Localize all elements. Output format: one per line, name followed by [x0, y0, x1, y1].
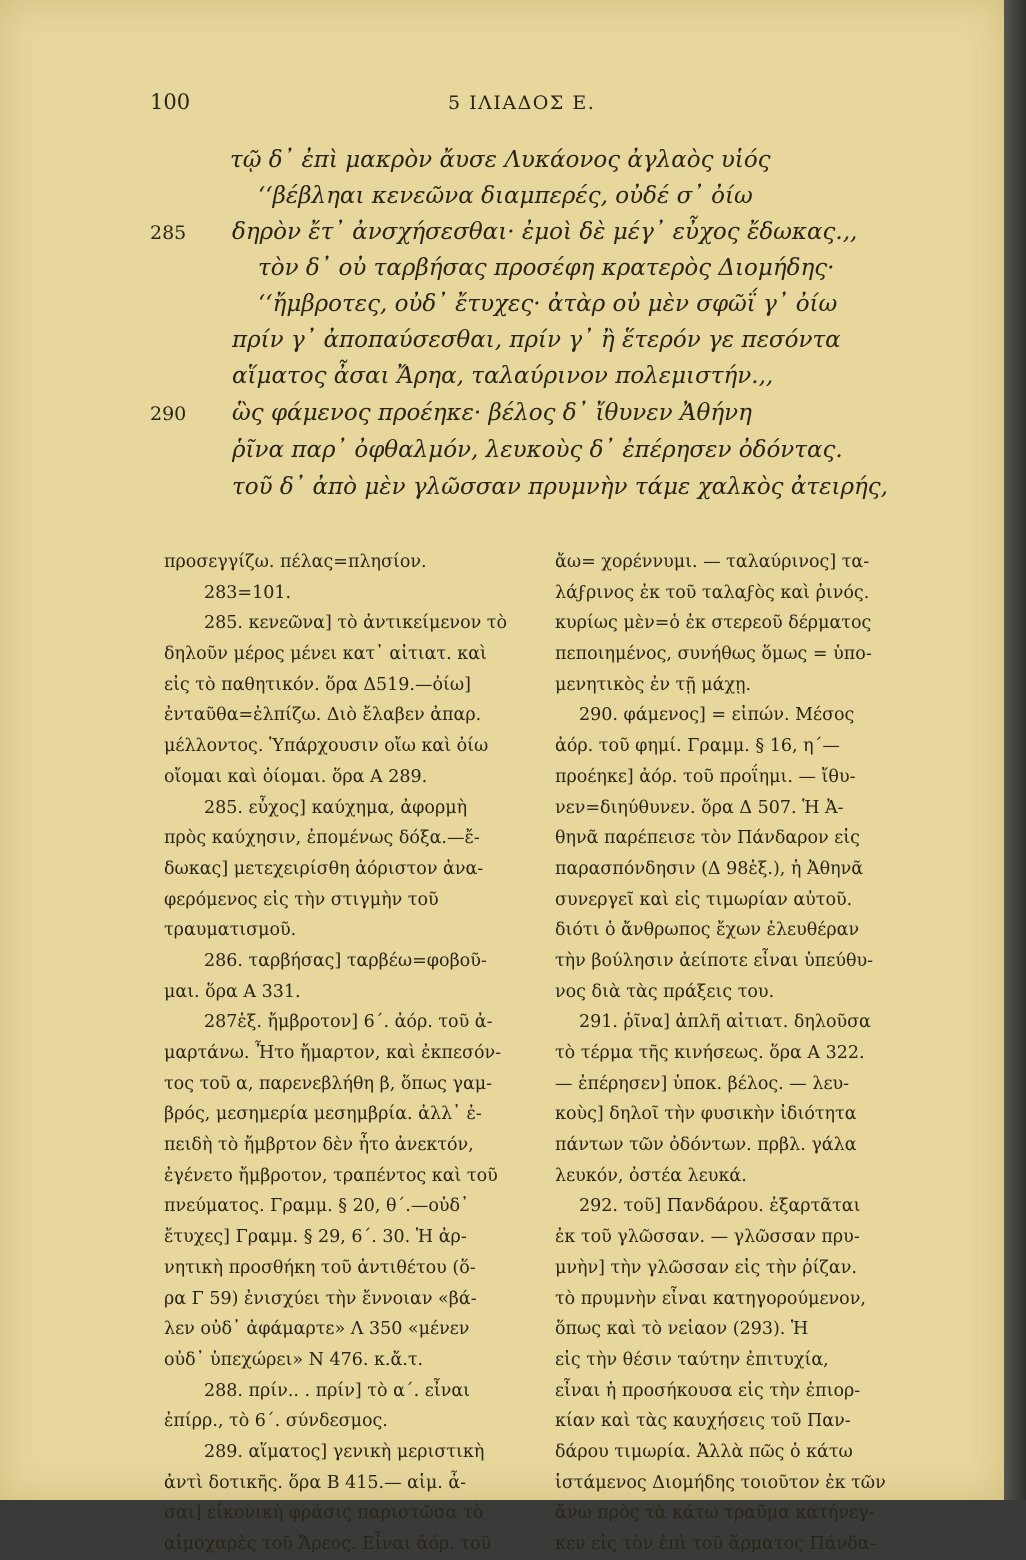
commentary-line: ἱστάμενος Διομήδης τοιοῦτον ἐκ τῶν: [555, 1472, 886, 1493]
commentary-line: 288. πρίν.. . πρίν] τὸ α΄. εἶναι: [204, 1380, 471, 1401]
commentary-line: πειδὴ τὸ ἤμβρτον δὲν ἦτο ἀνεκτόν,: [164, 1135, 474, 1156]
commentary-line: 292. τοῦ] Πανδάρου. ἐξαρτᾶται: [579, 1196, 861, 1217]
verse-line: ‘‘ἤμβροτες, οὐδ᾽ ἔτυχες· ἀτὰρ οὐ μὲν σφῶΐ γ᾽ ὀίω: [258, 291, 838, 317]
commentary-line: ἐγένετο ἤμβροτον, τραπέντος καὶ τοῦ: [164, 1165, 498, 1186]
commentary-line: εἰς τὴν θέσιν ταύτην ἐπιτυχία,: [555, 1349, 829, 1370]
commentary-line: βρός, μεσημερία μεσημβρία. ἀλλ᾽ ἐ-: [164, 1104, 482, 1125]
commentary-line: προσεγγίζω. πέλας=πλησίον.: [164, 552, 427, 572]
commentary-right-column: [555, 547, 923, 1560]
commentary-line: εἶναι ἡ προσήκουσα εἰς τὴν ἐπιορ-: [555, 1380, 861, 1401]
verse-line: τῷ δ᾽ ἐπὶ μακρὸν ἄυσε Λυκάονος ἀγλαὸς υἱός: [230, 147, 771, 173]
commentary-line: κίαν καὶ τὰς καυχήσεις τοῦ Παν-: [555, 1411, 851, 1432]
commentary-line: νητικὴ προσθήκη τοῦ ἀντιθέτου (ὅ-: [164, 1257, 476, 1278]
commentary-line: σαι] εἰκονικὴ φράσις παριστῶσα τὸ: [164, 1503, 484, 1524]
commentary-line: δάρου τιμωρία. Ἀλλὰ πῶς ὁ κάτω: [555, 1441, 853, 1462]
commentary-line: εἰς τὸ παθητικόν. ὅρα Δ519.—ὀίω]: [164, 674, 471, 695]
commentary-line: οἴομαι καὶ ὀίομαι. ὅρα Α 289.: [164, 766, 428, 787]
commentary-line: νος διὰ τὰς πράξεις του.: [555, 981, 775, 1002]
page-header: [0, 90, 1004, 120]
commentary-line: λεν οὐδ᾽ ἀφάμαρτε» Λ 350 «μένεν: [164, 1319, 470, 1340]
commentary-line: λάϝρινος ἐκ τοῦ ταλαϝὸς καὶ ῥινός.: [555, 582, 870, 603]
commentary-line: ἐκ τοῦ γλῶσσαν. — γλῶσσαν πρυ-: [555, 1227, 860, 1248]
commentary-line: μνὴν] τὴν γλῶσσαν εἰς τὴν ῥίζαν.: [555, 1257, 857, 1278]
commentary-line: αἱμοχαρὲς τοῦ Ἄρεος. Εἶναι ἀόρ. τοῦ: [164, 1534, 492, 1554]
commentary-line: ἀόρ. τοῦ φημί. Γραμμ. § 16, η΄—: [555, 736, 840, 757]
commentary-line: κυρίως μὲν=ὁ ἐκ στερεοῦ δέρματος: [555, 613, 872, 634]
verse-line: ‘‘βέβληαι κενεῶνα διαμπερές, οὐδέ σ᾽ ὀίω: [258, 183, 753, 209]
commentary-line: μενητικὸς ἐν τῇ μάχῃ.: [555, 674, 752, 695]
page-edge: [1004, 0, 1026, 1500]
commentary-line: φερόμενος εἰς τὴν στιγμὴν τοῦ: [164, 889, 439, 910]
verse-line: τὸν δ᾽ οὐ ταρβήσας προσέφη κρατερὸς Διομήδης·: [258, 255, 835, 281]
commentary-line: ἐπίρρ., τὸ 6΄. σύνδεσμος.: [164, 1411, 388, 1432]
verse-number: 285: [150, 222, 187, 244]
commentary-line: θηνᾶ παρέπεισε τὸν Πάνδαρον εἰς: [555, 828, 860, 849]
commentary-line: παρασπόνδησιν (Δ 98ἑξ.), ἡ Ἀθηνᾶ: [555, 858, 864, 879]
commentary-line: τὸ τέρμα τῆς κινήσεως. ὅρα Α 322.: [555, 1043, 865, 1063]
verse-line: 290 ὣς φάμενος προέηκε· βέλος δ᾽ ἴθυνεν Ἀθήνη: [150, 400, 752, 426]
verse-line: πρίν γ᾽ ἀποπαύσεσθαι, πρίν γ᾽ ἢ ἕτερόν γε πεσόντα: [232, 327, 841, 353]
commentary-line: μέλλοντος. Ὑπάρχουσιν οἴω καὶ ὀίω: [164, 736, 489, 757]
commentary-line: πάντων τῶν ὀδόντων. πρβλ. γάλα: [555, 1135, 857, 1156]
commentary-line: ρα Γ 59) ἐνισχύει τὴν ἔννοιαν «βά-: [164, 1288, 477, 1309]
running-head: 5 ΙΛΙΑΔΟΣ Ε.: [448, 92, 596, 114]
commentary-line: 285. εὖχος] καύχημα, ἀφορμὴ: [204, 797, 468, 818]
commentary-line: πεποιημένος, συνήθως ὅμως = ὑπο-: [555, 644, 872, 665]
commentary-line: πρὸς καύχησιν, ἐπομένως δόξα.—ἔ-: [164, 828, 480, 849]
commentary-left-column: [164, 547, 542, 1560]
commentary-line: κοὺς] δηλοῖ τὴν φυσικὴν ἰδιότητα: [555, 1104, 857, 1125]
commentary-line: τραυματισμοῦ.: [164, 920, 297, 941]
verse-line: ῥῖνα παρ᾽ ὀφθαλμόν, λευκοὺς δ᾽ ἐπέρησεν ὀδόντας.: [232, 437, 843, 463]
commentary-line: δωκας] μετεχειρίσθη ἀόριστον ἀνα-: [164, 858, 484, 879]
commentary-line: ἄω= χορέννυμι. — ταλαύρινος] τα-: [555, 552, 870, 572]
page-number: 100: [150, 90, 191, 114]
commentary-line: λευκόν, ὀστέα λευκά.: [555, 1165, 747, 1186]
commentary-line: δηλοῦν μέρος μένει κατ᾽ αἰτιατ. καὶ: [164, 644, 487, 665]
commentary-line: τὸ πρυμνὴν εἶναι κατηγορούμενον,: [555, 1288, 866, 1309]
commentary-line: ἀντὶ δοτικῆς. ὅρα Β 415.— αἱμ. ἆ-: [164, 1472, 467, 1493]
commentary-line: 289. αἵματος] γενικὴ μεριστικὴ: [204, 1441, 485, 1462]
commentary-line: μαρτάνω. Ἦτο ἤμαρτον, καὶ ἐκπεσόν-: [164, 1043, 502, 1063]
commentary-line: 291. ῥῖνα] ἁπλῆ αἰτιατ. δηλοῦσα: [579, 1012, 871, 1033]
commentary-line: 283=101.: [204, 582, 292, 603]
commentary-line: τος τοῦ α, παρενεβλήθη β, ὅπως γαμ-: [164, 1073, 493, 1094]
commentary-line: ἐνταῦθα=ἐλπίζω. Διὸ ἔλαβεν ἀπαρ.: [164, 705, 482, 726]
commentary-line: — ἐπέρησεν] ὑποκ. βέλος. — λευ-: [555, 1073, 850, 1094]
commentary-line: νεν=διηύθυνεν. ὅρα Δ 507. Ἡ Ἀ-: [555, 797, 844, 818]
commentary-line: προέηκε] ἀόρ. τοῦ προΐημι. — ἴθυ-: [555, 766, 856, 787]
commentary-line: ὅπως καὶ τὸ νεἰαον (293). Ἡ: [555, 1319, 809, 1340]
verse-number: 290: [150, 403, 187, 425]
commentary-line: συνεργεῖ καὶ εἰς τιμωρίαν αὐτοῦ.: [555, 889, 853, 910]
commentary-line: 285. κενεῶνα] τὸ ἀντικείμενον τὸ: [204, 613, 508, 634]
verse-line: αἵματος ἆσαι Ἄρηα, ταλαύρινον πολεμιστήν.,,: [232, 363, 774, 389]
commentary-line: 287ἑξ. ἤμβροτον] 6΄. ἀόρ. τοῦ ἀ-: [204, 1012, 493, 1033]
commentary-line: τὴν βούλησιν ἀείποτε εἶναι ὑπεύθυ-: [555, 950, 874, 971]
commentary-line: οὐδ᾽ ὑπεχώρει» Ν 476. κ.ἄ.τ.: [164, 1349, 424, 1370]
commentary-line: ἔτυχες] Γραμμ. § 29, 6΄. 30. Ἡ ἀρ-: [164, 1227, 467, 1248]
verse-line: 285 δηρὸν ἔτ᾽ ἀνσχήσεσθαι· ἐμοὶ δὲ μέγ᾽ εὖχος ἔδωκας.,,: [150, 219, 858, 245]
verse-line: τοῦ δ᾽ ἀπὸ μὲν γλῶσσαν πρυμνὴν τάμε χαλκὸς ἀτειρής,: [232, 474, 888, 500]
commentary-line: διότι ὁ ἄνθρωπος ἔχων ἐλευθέραν: [555, 920, 860, 941]
commentary-line: 290. φάμενος] = εἰπών. Μέσος: [579, 705, 855, 726]
commentary-line: 286. ταρβήσας] ταρβέω=φοβοῦ-: [204, 950, 487, 971]
commentary-line: κεν εἰς τὸν ἐπὶ τοῦ ἅρματος Πάνδα-: [555, 1534, 876, 1554]
commentary-line: ἄνω πρὸς τὰ κάτω τραῦμα κατήνεγ-: [555, 1503, 875, 1524]
commentary-line: μαι. ὅρα Α 331.: [164, 981, 301, 1002]
commentary-line: πνεύματος. Γραμμ. § 20, θ΄.—οὐδ᾽: [164, 1196, 469, 1217]
